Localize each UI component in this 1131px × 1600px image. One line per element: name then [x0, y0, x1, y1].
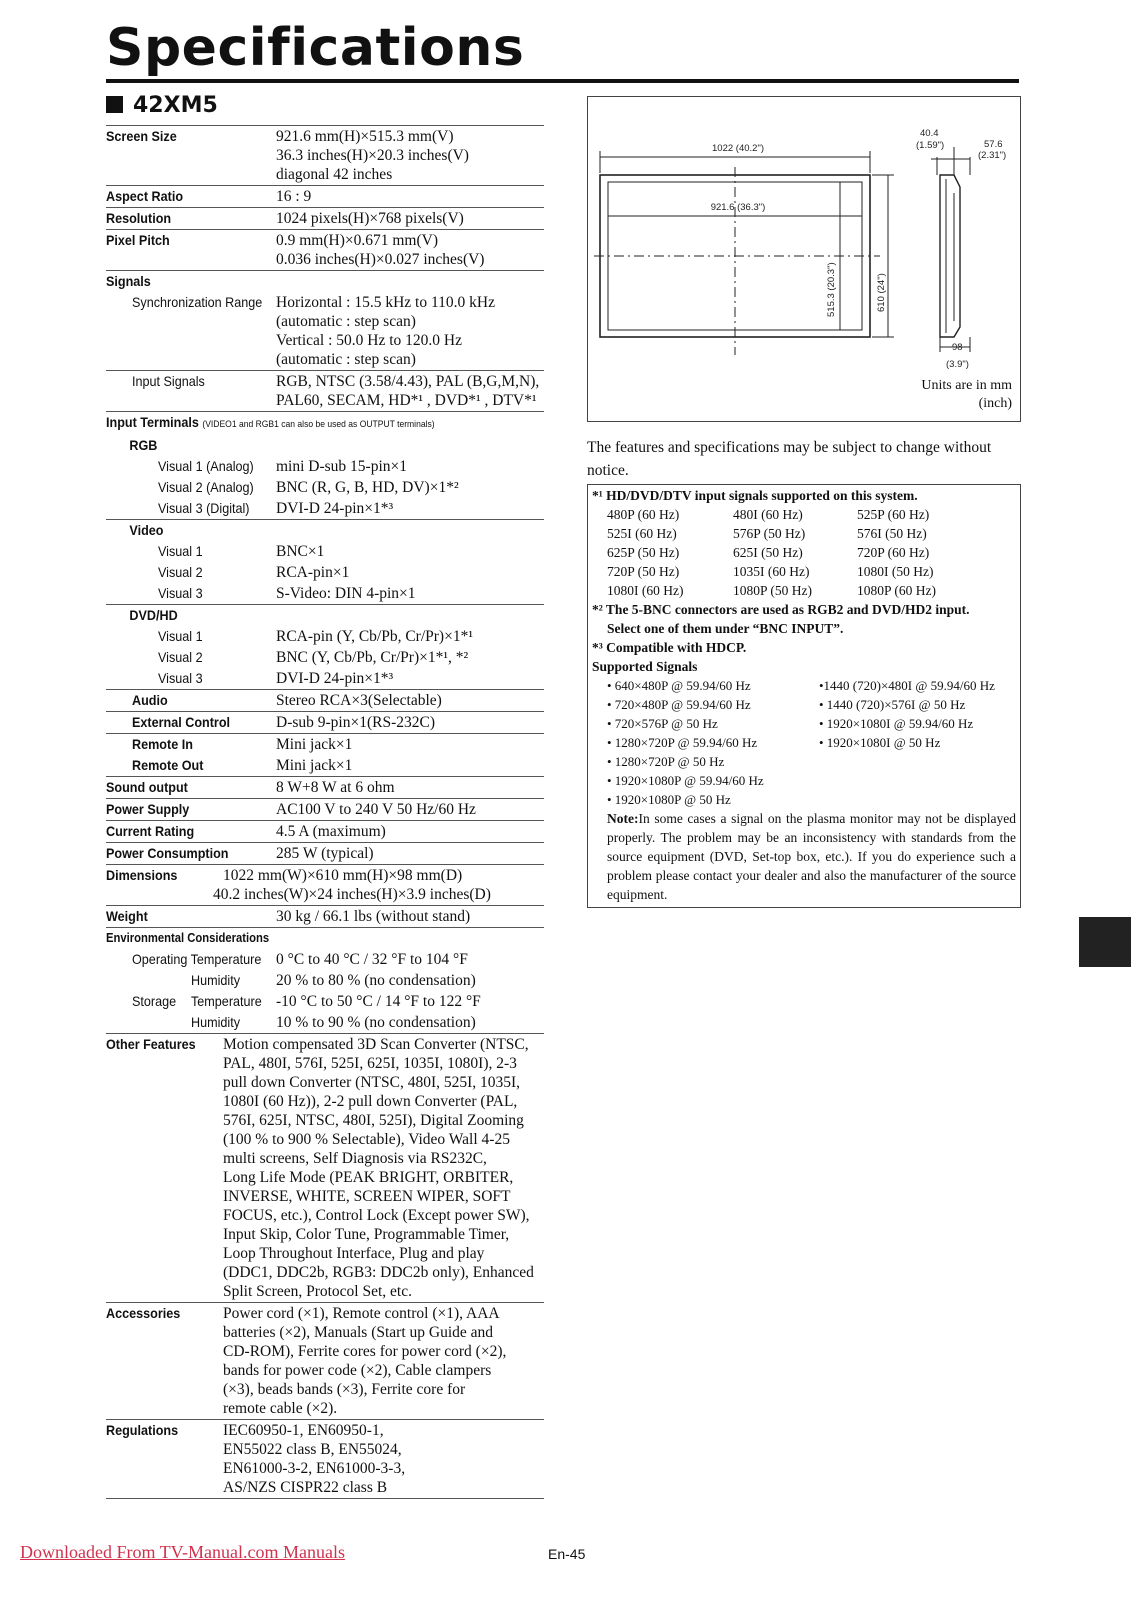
env-header-row [106, 928, 544, 949]
spec-label: Storage [132, 993, 177, 1009]
spec-label: Humidity [191, 972, 241, 988]
spec-label: Visual 3 [158, 670, 203, 686]
video-header-row [106, 520, 544, 541]
supported-signal: • 1920×1080I @ 59.94/60 Hz [819, 716, 974, 731]
signal-format: 1080P (50 Hz) [733, 583, 812, 598]
spec-value: 16 : 9 [276, 188, 312, 205]
signal-format: 480P (60 Hz) [607, 507, 680, 522]
spec-value: (automatic : step scan) [276, 313, 416, 330]
depth-label-2: 57.6 [984, 139, 1003, 150]
spec-value: 10 % to 90 % (no condensation) [276, 1014, 476, 1031]
spec-value-line: 576I, 625I, NTSC, 480I, 525I), Digital Zooming [223, 1112, 524, 1129]
spec-label: Visual 2 (Analog) [158, 479, 254, 495]
rgb-header-row [106, 435, 544, 456]
spec-value-line: batteries (×2), Manuals (Start up Guide and [223, 1324, 494, 1341]
square-bullet-icon [106, 96, 123, 113]
spec-value-line: (100 % to 900 % Selectable), Video Wall 4-25 [223, 1131, 510, 1148]
depth-label-3-inch: (3.9") [946, 359, 969, 370]
note-2-line-2: Select one of them under “BNC INPUT”. [607, 621, 844, 636]
spec-value-line: Split Screen, Protocol Set, etc. [223, 1283, 412, 1300]
spec-label: Current Rating [106, 823, 195, 839]
spec-label: Visual 1 [158, 628, 203, 644]
spec-value: Vertical : 50.0 Hz to 120.0 Hz [276, 332, 462, 349]
supported-signal: • 1280×720P @ 59.94/60 Hz [607, 735, 758, 750]
dimension-drawing [588, 97, 1020, 421]
spec-value: BNC×1 [276, 543, 325, 560]
spec-row [106, 799, 544, 821]
spec-value: AC100 V to 240 V 50 Hz/60 Hz [276, 801, 476, 818]
model-name: 42XM5 [133, 93, 218, 118]
spec-value-line: FOCUS, etc.), Control Lock (Except power SW), [223, 1207, 530, 1224]
spec-label: Power Consumption [106, 845, 229, 861]
spec-value: 285 W (typical) [276, 845, 374, 862]
signals-header-row [106, 271, 544, 292]
spec-value: S-Video: DIN 4-pin×1 [276, 585, 416, 602]
depth-label-3: 98 [952, 342, 963, 353]
notice-text: The features and specifications may be subject to change without notice. [587, 439, 992, 479]
spec-row [106, 583, 544, 605]
spec-value-line: (×3), beads bands (×3), Ferrite core for [223, 1381, 466, 1398]
spec-row [106, 734, 544, 755]
spec-value: diagonal 42 inches [276, 166, 393, 183]
supported-signal: • 640×480P @ 59.94/60 Hz [607, 678, 751, 693]
spec-row [106, 970, 544, 991]
signal-format: 576P (50 Hz) [733, 526, 806, 541]
spec-row [106, 668, 544, 690]
spec-row [106, 477, 544, 498]
signal-format: 1080I (60 Hz) [607, 583, 684, 598]
page-title: Specifications [106, 18, 525, 78]
spec-value: Mini jack×1 [276, 736, 353, 753]
screen-height-label: 515.3 (20.3") [826, 262, 837, 317]
spec-value-line: EN61000-3-2, EN61000-3-3, [223, 1460, 406, 1477]
supported-signal: •1440 (720)×480I @ 59.94/60 Hz [819, 678, 995, 693]
spec-value: 0.9 mm(H)×0.671 mm(V) [276, 232, 439, 249]
spec-row [106, 949, 544, 970]
signal-format: 1080P (60 Hz) [857, 583, 936, 598]
signal-format: 480I (60 Hz) [733, 507, 803, 522]
sync-range-label: Synchronization Range [132, 294, 263, 310]
input-terminals-header [106, 412, 500, 435]
spec-label: Visual 3 (Digital) [158, 500, 250, 516]
spec-label: Dimensions [106, 867, 178, 883]
signal-format: 625I (50 Hz) [733, 545, 803, 560]
spec-row [106, 777, 544, 799]
spec-value: Mini jack×1 [276, 757, 353, 774]
spec-value-line: Long Life Mode (PEAK BRIGHT, ORBITER, [223, 1169, 514, 1186]
spec-value: 36.3 inches(H)×20.3 inches(V) [276, 147, 469, 164]
title-rule [106, 79, 1019, 83]
spec-label: Aspect Ratio [106, 188, 184, 204]
depth-label-2-inch: (2.31") [978, 150, 1007, 161]
spec-value: PAL60, SECAM, HD*¹ , DVD*¹ , DTV*¹ [276, 392, 537, 409]
spec-value: 0.036 inches(H)×0.027 inches(V) [276, 251, 485, 268]
signal-format: 1035I (60 Hz) [733, 564, 810, 579]
spec-row [106, 626, 544, 647]
spec-value-line: remote cable (×2). [223, 1400, 338, 1417]
spec-label: Visual 2 [158, 649, 203, 665]
spec-row [106, 230, 544, 271]
spec-label: Other Features [106, 1036, 196, 1052]
spec-row [106, 906, 544, 928]
note-text: In some cases a signal on the plasma monitor may not be displayed properly. The problem may be an inconsistency with standards from the source equipment (DVD, Set-top box, etc.). If you do experience such a problem please contact your dealer and also the manufacturer of the source equipment. [607, 811, 1016, 902]
spec-row [106, 865, 544, 906]
spec-label: Power Supply [106, 801, 190, 817]
note-3: *³ Compatible with HDCP. [592, 640, 747, 655]
signal-format: 625P (50 Hz) [607, 545, 680, 560]
rgb-header: RGB [129, 437, 158, 453]
width-label: 1022 (40.2") [712, 143, 764, 154]
spec-value-line: pull down Converter (NTSC, 480I, 525I, 1035I, [223, 1074, 521, 1091]
spec-label: Operating Temperature [132, 951, 262, 967]
spec-row [106, 755, 544, 777]
supported-signal: • 1280×720P @ 50 Hz [607, 754, 725, 769]
spec-row [106, 991, 544, 1012]
spec-value: 921.6 mm(H)×515.3 mm(V) [276, 128, 454, 145]
input-terminals-title: Input Terminals [106, 414, 199, 430]
signal-format: 720P (50 Hz) [607, 564, 680, 579]
model-heading [106, 94, 218, 118]
dimension-diagram [587, 96, 1021, 422]
spec-label: Humidity [191, 1014, 241, 1030]
spec-label: Temperature [191, 993, 262, 1009]
spec-label: Resolution [106, 210, 172, 226]
spec-value-line: multi screens, Self Diagnosis via RS232C, [223, 1150, 487, 1167]
spec-label: Weight [106, 908, 148, 924]
spec-label: Visual 2 [158, 564, 203, 580]
spec-label: Regulations [106, 1422, 179, 1438]
spec-row [106, 498, 544, 520]
spec-row [106, 647, 544, 668]
other-features-value [223, 1034, 544, 1302]
spec-label: Screen Size [106, 128, 177, 144]
regulations-value [223, 1420, 544, 1498]
spec-value: D-sub 9-pin×1(RS-232C) [276, 714, 436, 731]
spec-value: 1024 pixels(H)×768 pixels(V) [276, 210, 464, 227]
spec-value: BNC (R, G, B, HD, DV)×1*² [276, 479, 459, 496]
supported-signal: • 720×576P @ 50 Hz [607, 716, 718, 731]
spec-value-line: AS/NZS CISPR22 class B [223, 1479, 388, 1496]
spec-row [106, 562, 544, 583]
spec-value-line: CD-ROM), Ferrite cores for power cord (×2), [223, 1343, 507, 1360]
spec-value: DVI-D 24-pin×1*³ [276, 500, 394, 517]
spec-row [106, 125, 544, 186]
supported-signals-grid [592, 676, 1016, 809]
spec-row [106, 1034, 544, 1303]
spec-value: 0 °C to 40 °C / 32 °F to 104 °F [276, 951, 468, 968]
spec-row [106, 292, 544, 371]
spec-value-line: Input Skip, Color Tune, Programmable Timer, [223, 1226, 510, 1243]
input-terminals-note: (VIDEO1 and RGB1 can also be used as OUTPUT terminals) [202, 419, 435, 430]
input-signals-label: Input Signals [132, 373, 205, 389]
screen-width-label: 921.6 (36.3") [710, 202, 766, 213]
supported-signal: • 1920×1080I @ 50 Hz [819, 735, 941, 750]
spec-value: RCA-pin (Y, Cb/Pb, Cr/Pr)×1*¹ [276, 628, 473, 645]
supported-signal: • 1920×1080P @ 59.94/60 Hz [607, 773, 764, 788]
spec-row [106, 456, 544, 477]
note-2-line-1: *² The 5-BNC connectors are used as RGB2 and DVD/HD2 input. [592, 602, 970, 617]
supported-signal: • 720×480P @ 59.94/60 Hz [607, 697, 751, 712]
signal-format: 525P (60 Hz) [857, 507, 930, 522]
spec-value-line: Motion compensated 3D Scan Converter (NTSC, [223, 1036, 529, 1053]
spec-value: 8 W+8 W at 6 ohm [276, 779, 395, 796]
spec-row [106, 541, 544, 562]
supported-signal [819, 752, 1029, 771]
signal-format: 720P (60 Hz) [857, 545, 930, 560]
note-label: Note: [607, 811, 639, 826]
spec-value: 40.2 inches(W)×24 inches(H)×3.9 inches(D) [213, 886, 491, 903]
spec-value: 20 % to 80 % (no condensation) [276, 972, 476, 989]
spec-row [106, 712, 544, 734]
depth-label-1-inch: (1.59") [916, 140, 945, 151]
spec-label: Visual 3 [158, 585, 203, 601]
spec-value: RCA-pin×1 [276, 564, 350, 581]
spec-row [106, 371, 544, 412]
spec-row [106, 1420, 544, 1499]
signal-grid [592, 505, 1016, 600]
spec-row [106, 186, 544, 208]
video-header: Video [129, 522, 164, 538]
spec-value: 1022 mm(W)×610 mm(H)×98 mm(D) [223, 867, 463, 884]
spec-value-line: EN55022 class B, EN55024, [223, 1441, 402, 1458]
supported-signal [819, 771, 1029, 790]
spec-value-line: 1080I (60 Hz)), 2-2 pull down Converter (PAL, [223, 1093, 518, 1110]
terminals-header-row [106, 412, 544, 435]
signal-format: 1080I (50 Hz) [857, 564, 934, 579]
supported-signal: • 1920×1080P @ 50 Hz [607, 792, 731, 807]
spec-value: -10 °C to 50 °C / 14 °F to 122 °F [276, 993, 481, 1010]
spec-label: Remote In [132, 736, 193, 752]
height-label: 610 (24") [876, 273, 887, 312]
signal-format: 525I (60 Hz) [607, 526, 677, 541]
signals-header: Signals [106, 273, 151, 289]
spec-row [106, 208, 544, 230]
spec-label: External Control [132, 714, 231, 730]
spec-value: 30 kg / 66.1 lbs (without stand) [276, 908, 471, 925]
section-tab [1079, 917, 1131, 967]
spec-row [106, 821, 544, 843]
units-line: Units are in mm [921, 378, 1012, 393]
signal-format: 576I (50 Hz) [857, 526, 927, 541]
accessories-value [223, 1303, 544, 1419]
notes-box [587, 484, 1021, 908]
spec-value-line: PAL, 480I, 576I, 525I, 625I, 1035I, 1080I), 2-3 [223, 1055, 517, 1072]
spec-table [106, 125, 544, 1499]
spec-row [106, 843, 544, 865]
note-1-title: *¹ HD/DVD/DTV input signals supported on this system. [592, 488, 918, 503]
spec-row [106, 1012, 544, 1034]
units-note [921, 377, 1012, 413]
spec-label: Audio [132, 692, 168, 708]
spec-row [106, 1303, 544, 1420]
spec-label: Sound output [106, 779, 188, 795]
supported-signals-title: Supported Signals [592, 659, 698, 674]
spec-label: Visual 1 [158, 543, 203, 559]
env-header: Environmental Considerations [106, 931, 270, 945]
spec-value-line: bands for power code (×2), Cable clampers [223, 1362, 492, 1379]
spec-value-line: Power cord (×1), Remote control (×1), AAA [223, 1305, 500, 1322]
spec-label: Visual 1 (Analog) [158, 458, 254, 474]
spec-value: RGB, NTSC (3.58/4.43), PAL (B,G,M,N), [276, 373, 540, 390]
spec-value: (automatic : step scan) [276, 351, 416, 368]
spec-value-line: Loop Throughout Interface, Plug and play [223, 1245, 485, 1262]
spec-value: DVI-D 24-pin×1*³ [276, 670, 394, 687]
spec-value: mini D-sub 15-pin×1 [276, 458, 408, 475]
spec-label: Accessories [106, 1305, 181, 1321]
spec-value: BNC (Y, Cb/Pb, Cr/Pr)×1*¹, *² [276, 649, 469, 666]
spec-value: Horizontal : 15.5 kHz to 110.0 kHz [276, 294, 495, 311]
spec-value: Stereo RCA×3(Selectable) [276, 692, 442, 709]
supported-signal: • 1440 (720)×576I @ 50 Hz [819, 697, 966, 712]
depth-label-1: 40.4 [920, 128, 939, 139]
units-line: (inch) [978, 396, 1012, 411]
supported-signal [819, 790, 1029, 809]
spec-value-line: IEC60950-1, EN60950-1, [223, 1422, 384, 1439]
download-source-link[interactable]: Downloaded From TV-Manual.com Manuals [20, 1542, 345, 1562]
spec-value-line: INVERSE, WHITE, SCREEN WIPER, SOFT [223, 1188, 511, 1205]
spec-label: Pixel Pitch [106, 232, 170, 248]
dvd-header-row [106, 605, 544, 626]
spec-value: 4.5 A (maximum) [276, 823, 386, 840]
page-number: En-45 [548, 1546, 586, 1562]
dvd-hd-header: DVD/HD [129, 607, 178, 623]
spec-label: Remote Out [132, 757, 204, 773]
spec-value-line: (DDC1, DDC2b, RGB3: DDC2b only), Enhanced [223, 1264, 534, 1281]
spec-row [106, 690, 544, 712]
